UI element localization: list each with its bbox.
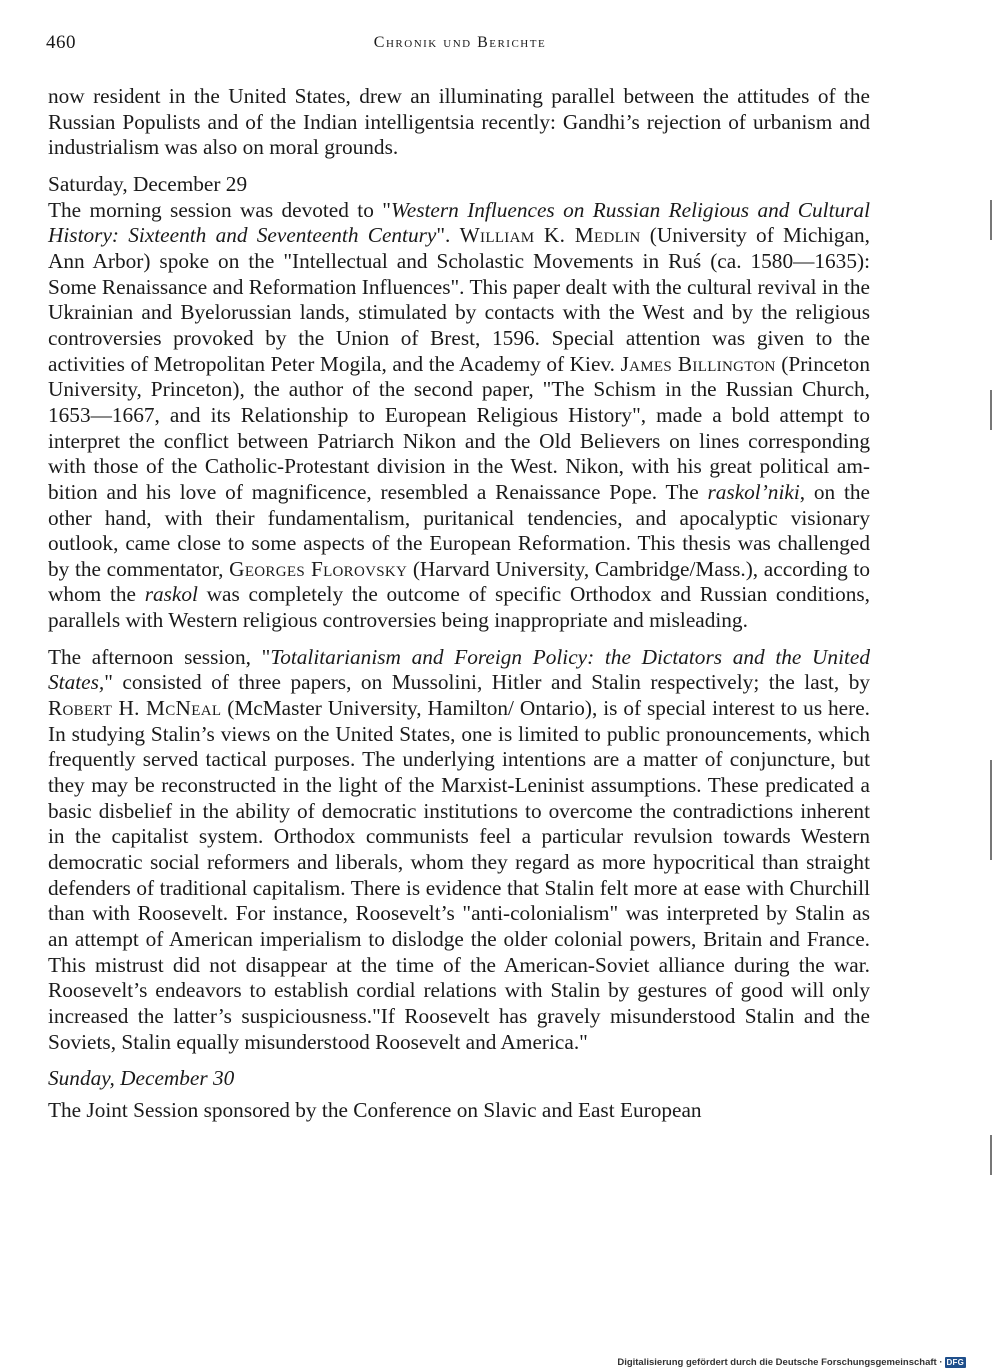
digitization-footer [617,1357,966,1368]
page-number: 460 [46,32,76,53]
scan-margin-mark [990,760,992,860]
article-text [48,84,870,1124]
text-run: ". [436,223,460,248]
paragraph-joint-session: The Joint Session sponsored by the Conference on Slavic and East European [48,1097,702,1122]
running-head: Chronik und Berichte [373,34,547,51]
italic-term: raskol [144,582,198,607]
text-run: (McMaster University, Hamilton/ Ontario), is of special interest to us here. In studying Stalin’s views on the United States, one is limited to public pronouncements, which frequently served tactical purposes. The underlying intentions are a matter of conjuncture, but they may be reconstructed in the light of the Marxist-Leninist assumptions. These predicated a basic disbelief in the ability of democratic institutions to overcome the contradictions inherent in the capitalist system. Orthodox communists feel a particular revulsion towards Western democratic social reformers and liberals, whom they regard as more hypocritical than straight defenders of traditional capitalism. There is evidence that Stalin felt more at ease with Churchill than with Roosevelt. For instance, Roosevelt’s "anti-colonialism" was interpreted by Stalin as an attempt of American imperialism to dislodge the older colonial powers, Britain and France. This mistrust did not disappear at the time of the American-Soviet alliance during the war. Roosevelt’s endeavors to establish cordial relations with Stalin by gestures of good will only increased the latter’s suspiciousness."If Roosevelt has gravely misunderstood Stalin and the Soviets, Stalin equally misunderstood Roosevelt and America." [48,696,870,1054]
speaker-name: Georges Florovsky [229,556,408,581]
scan-margin-mark [990,1135,992,1175]
scan-margin-mark [990,390,992,430]
text-run: The afternoon session, " [48,644,271,669]
text-run: (Harvard University, Cambridge/Mass.), according to whom the [48,556,870,607]
text-run: was completely the outcome of specific Orthodox and Russian conditions, parallels with Western religious controversies being inappropriate and misleading. [48,582,870,633]
paragraph-afternoon-session [48,645,870,1056]
dfg-logo-icon: DFG [946,1358,964,1367]
paragraph-morning-session [48,198,870,634]
date-heading-saturday: Saturday, December 29 [48,171,248,196]
session-title: Western Influences on Russian Religious and Cultural History: Sixteenth and Seventeenth Century [48,197,870,248]
text-run: The morning session was devoted to " [48,197,391,222]
text-run: (University of Michigan, Ann Arbor) spoke on the "Intellectual and Scholastic Movements in Ruś (ca. 1580—1635): Some Renaissance and Reformation Influences". This paper dealt with the cultural revival in the Ukrainian and Byelorussian lands, stimulated by contacts with the West and by the religious controversies provoked by the Union of Brest, 1596. Special attention was given to the activities of Metropolitan Peter Mogila, and the Academy of Kiev. [48,223,871,376]
scan-margin-mark [990,200,992,240]
text-run: (Princeton University, Princeton), the author of the second paper, "The Schism in the Russian Church, 1653—1667, and its Relationship to European Religious History", made a bold attempt to interpret the conflict between Patriarch Nikon and the Old Believers on lines corresponding with those of the Catholic-Protestant division in the West. Nikon, with his great political ambition and his love of magnificence, resembled a Renaissance Pope. The [48,351,870,504]
footer-credit: Digitalisierung gefördert durch die Deutsche Forschungsgemeinschaft · [617,1357,943,1368]
date-heading-sunday: Sunday, December 30 [48,1066,235,1091]
speaker-name: Robert H. McNeal [48,696,222,721]
paragraph-intro: now resident in the United States, drew an illuminating parallel between the attitudes of the Russian Populists and of the Indian intelligentsia recently: Gandhi’s rejection of urbanism and industrialism was also on moral grounds. [48,84,870,160]
italic-term: raskol’niki [707,479,800,504]
speaker-name: James Billington [620,351,776,376]
session-title: Totalitarianism and Foreign Policy: the Dictators and the United States, [48,644,871,695]
speaker-name: William K. Medlin [459,223,641,248]
text-run: " consisted of three papers, on Mussolini, Hitler and Stalin respectively; the last, by [104,670,870,695]
text-run: , on the other hand, with their fundamentalism, puritanical tendencies, and apocalyptic visionary outlook, came close to some aspects of the European Reformation. This thesis was challenged by the commentator, [48,479,870,581]
